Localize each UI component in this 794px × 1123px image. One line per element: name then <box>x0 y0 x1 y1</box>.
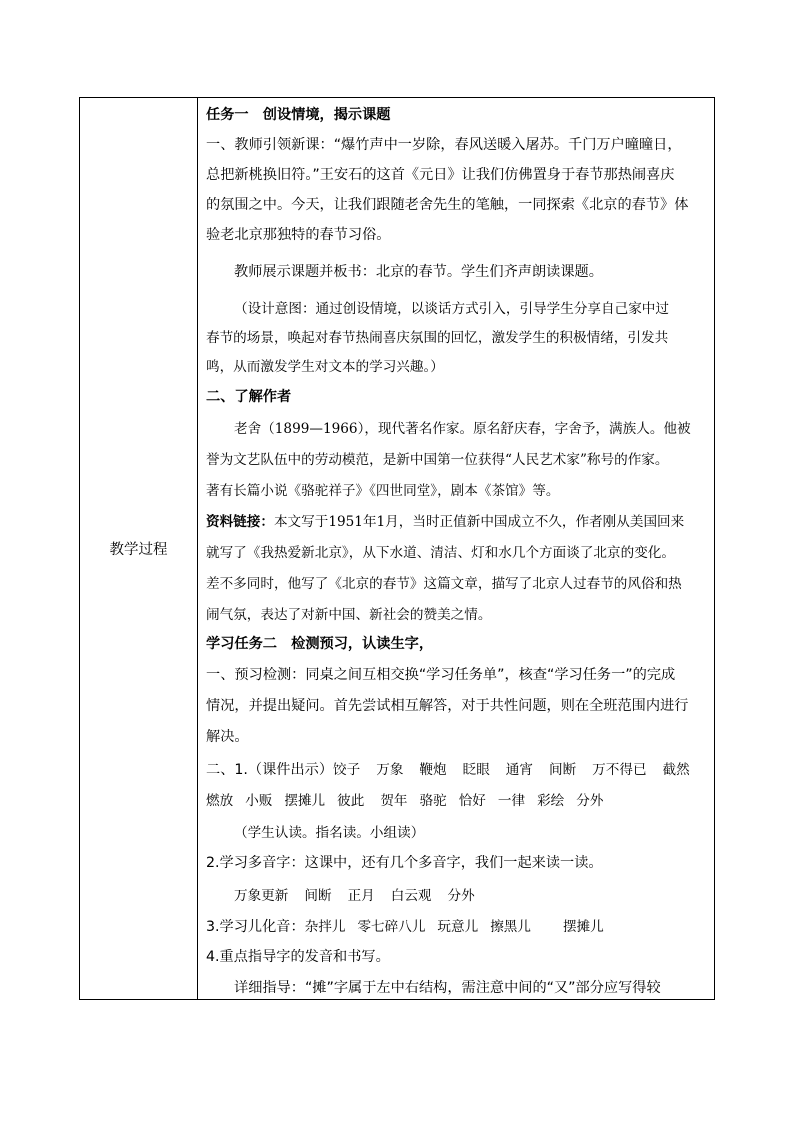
erhua-row <box>206 915 604 936</box>
vocab-word: 万不得已 <box>592 762 647 778</box>
reference-line: 闹气氛，表达了对新中国、新社会的赞美之情。 <box>206 607 492 623</box>
vocab-word: 万象 <box>376 762 404 778</box>
vocab-word: 骆驼 <box>419 793 447 809</box>
author-line: 著有长篇小说《骆驼祥子》《四世同堂》，剧本《茶馆》等。 <box>206 483 560 499</box>
guide-title: 4.重点指导字的发音和书写。 <box>206 949 390 965</box>
erhua-word: 摆摊儿 <box>562 919 604 935</box>
vocab-word: 截然 <box>662 762 690 778</box>
vocab-word: 通宵 <box>505 762 533 778</box>
vocab-word: 彼此 <box>337 793 365 809</box>
reading-note: （学生认读。指名读。小组读） <box>234 825 425 841</box>
paragraph-line: 总把新桃换旧符。”王安石的这首《元日》让我们仿佛置身于春节那热闹喜庆 <box>206 167 675 183</box>
vocab-row <box>206 758 690 779</box>
vocab-word: 摆摊儿 <box>284 793 326 809</box>
reference-link-label: 资料链接： <box>206 514 274 530</box>
polyphone-word: 正月 <box>347 888 375 904</box>
paragraph-line: 解决。 <box>206 729 249 745</box>
vocab-word: 彩绘 <box>537 793 565 809</box>
vocab-word: 鞭炮 <box>419 762 447 778</box>
section-label: 教学过程 <box>109 542 168 558</box>
content-cell <box>198 98 714 999</box>
vocab-prefix: 二、1.（课件出示） <box>206 762 334 778</box>
design-intent-line: 鸣，从而激发学生对文本的学习兴趣。） <box>206 359 444 375</box>
guide-line: 详细指导：“摊”字属于左中右结构，需注意中间的“又”部分应写得较 <box>234 980 661 996</box>
erhua-word: 杂拌儿 <box>304 919 346 935</box>
author-line: 老舍（1899—1966），现代著名作家。原名舒庆春，字舍予，满族人。他被 <box>234 421 691 437</box>
vocab-row <box>206 789 603 809</box>
vocab-word: 贺年 <box>380 793 408 809</box>
vocab-word: 一律 <box>497 793 526 809</box>
vocab-word: 燃放 <box>206 793 234 809</box>
design-intent-line: 春节的场景，唤起对春节热闹喜庆氛围的回忆，激发学生的积极情绪，引发共 <box>206 330 669 346</box>
section-label-cell <box>80 98 198 999</box>
vocab-word: 小贩 <box>245 793 273 809</box>
author-line: 誉为文艺队伍中的劳动模范，是新中国第一位获得“人民艺术家”称号的作家。 <box>206 452 669 468</box>
paragraph-line: 一、预习检测：同桌之间互相交换“学习任务单”，核查“学习任务一”的完成 <box>206 667 676 683</box>
polyphone-word: 分外 <box>447 888 475 904</box>
polyphone-title: 2.学习多音字：这课中，还有几个多音字，我们一起来读一读。 <box>206 855 603 871</box>
paragraph-line: 的氛围之中。今天，让我们跟随老舍先生的笔触，一同探索《北京的春节》体 <box>206 197 689 213</box>
polyphone-word: 万象更新 <box>234 888 289 904</box>
erhua-prefix: 3.学习儿化音： <box>206 919 305 935</box>
lesson-table <box>79 97 715 1000</box>
task1-title: 任务一 创设情境，揭示课题 <box>206 107 391 123</box>
paragraph-line: 验老北京那独特的春节习俗。 <box>206 227 391 243</box>
polyphone-word: 白云观 <box>390 888 432 904</box>
author-section-title: 二、了解作者 <box>206 389 292 405</box>
vocab-word: 饺子 <box>333 762 361 778</box>
reference-line: 就写了《我热爱新北京》，从下水道、清洁、灯和水几个方面谈了北京的变化。 <box>206 545 675 561</box>
vocab-word: 分外 <box>576 793 604 809</box>
paragraph-line: 一、教师引领新课：“爆竹声中一岁除，春风送暖入屠苏。千门万户曈曈日， <box>206 137 682 153</box>
erhua-word: 玩意儿 <box>437 919 479 935</box>
reference-link-text: 本文写于1951年1月，当时正值新中国成立不久，作者刚从美国回来 <box>273 514 685 530</box>
design-intent-line: （设计意图：通过创设情境，以谈话方式引入，引导学生分享自己家中过 <box>234 301 669 317</box>
erhua-word: 零七碎八儿 <box>357 919 426 935</box>
paragraph-line: 教师展示课题并板书：北京的春节。学生们齐声朗读课题。 <box>234 264 603 280</box>
vocab-word: 间断 <box>548 762 577 778</box>
polyphone-words <box>234 884 475 904</box>
polyphone-word: 间断 <box>304 888 332 904</box>
task2-title: 学习任务二 检测预习，认读生字， <box>206 636 434 652</box>
vocab-word: 恰好 <box>458 793 486 809</box>
paragraph-line: 情况，并提出疑问。首先尝试相互解答，对于共性问题，则在全班范围内进行 <box>206 698 689 714</box>
reference-link-line <box>206 510 684 530</box>
reference-line: 差不多同时，他写了《北京的春节》这篇文章，描写了北京人过春节的风俗和热 <box>206 576 682 592</box>
vocab-word: 眨眼 <box>462 762 490 778</box>
erhua-word: 擦黑儿 <box>490 919 531 935</box>
